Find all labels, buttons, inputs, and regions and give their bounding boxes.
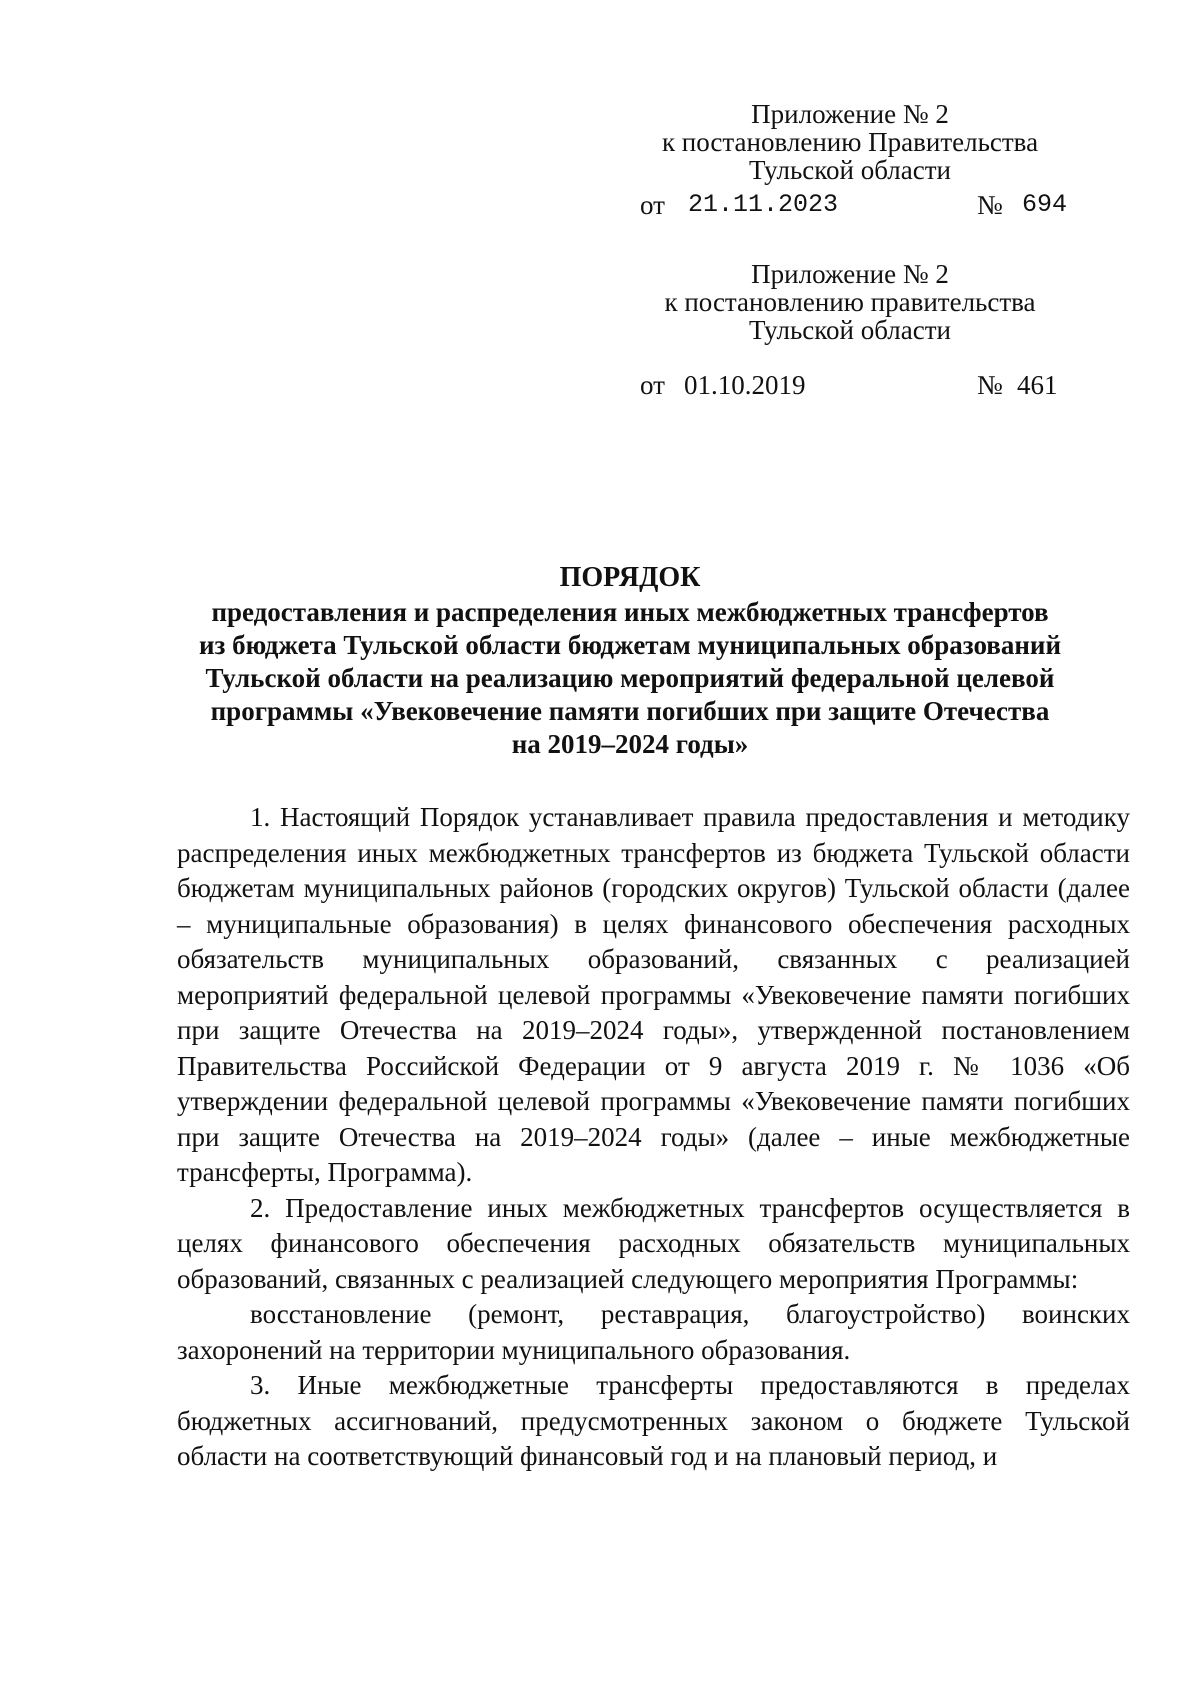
appendix-line: Тульской области	[749, 315, 951, 345]
original-date: 01.10.2019	[684, 370, 806, 400]
appendix-header-current	[630, 100, 1070, 184]
title-line: из бюджета Тульской области бюджетам муниципальных образований	[198, 630, 1062, 660]
current-date: 21.11.2023	[688, 190, 839, 219]
document-title	[170, 561, 1090, 761]
appendix-header-original	[630, 260, 1070, 344]
original-number: 461	[1017, 370, 1058, 400]
title-line: предоставления и распределения иных межбюджетных трансфертов	[211, 597, 1049, 627]
title-line: программы «Увековечение памяти погибших при защите Отечества	[210, 696, 1050, 726]
original-date-prefix: от	[640, 370, 665, 400]
paragraph-2-item: восстановление (ремонт, реставрация, благоустройство) воинских захоронений на территории муниципального образования.	[177, 1299, 1130, 1365]
original-number-prefix: №	[977, 370, 1003, 400]
appendix-line: к постановлению правительства	[664, 287, 1036, 317]
title-line: Тульской области на реализацию мероприятий федеральной целевой	[205, 663, 1055, 693]
paragraph-1: 1. Настоящий Порядок устанавливает правила предоставления и методику распределения иных межбюджетных трансфертов из бюджета Тульской области бюджетам муниципальных районов (городских округов) Тульской области (далее – муниципальные образования) в целях финансового обеспечения расходных обязательств муниципальных образований, связанных с реализацией мероприятий федеральной целевой программы «Увековечение памяти погибших при защите Отечества на 2019–2024 годы», утвержденной постановлением Правительства Российской Федерации от 9 августа 2019 г. № 1036 «Об утверждении федеральной целевой программы «Увековечение памяти погибших при защите Отечества на 2019–2024 годы» (далее – иные межбюджетные трансферты, Программа).	[177, 802, 1130, 1187]
title-line: на 2019–2024 годы»	[511, 729, 749, 759]
current-number-prefix: №	[977, 190, 1003, 220]
appendix-line: Приложение № 2	[751, 259, 949, 289]
appendix-line: Тульской области	[749, 155, 951, 185]
document-body	[177, 800, 1130, 1475]
appendix-line: к постановлению Правительства	[661, 127, 1039, 157]
title-heading: ПОРЯДОК	[559, 562, 701, 593]
paragraph-2: 2. Предоставление иных межбюджетных трансфертов осуществляется в целях финансового обеспечения расходных обязательств муниципальных образований, связанных с реализацией следующего мероприятия Программы:	[177, 1192, 1130, 1294]
paragraph-3: 3. Иные межбюджетные трансферты предоставляются в пределах бюджетных ассигнований, предусмотренных законом о бюджете Тульской области на соответствующий финансовый год и на плановый период, и	[177, 1370, 1130, 1471]
current-number: 694	[1022, 190, 1068, 219]
appendix-line: Приложение № 2	[751, 99, 949, 129]
current-date-prefix: от	[640, 190, 665, 220]
